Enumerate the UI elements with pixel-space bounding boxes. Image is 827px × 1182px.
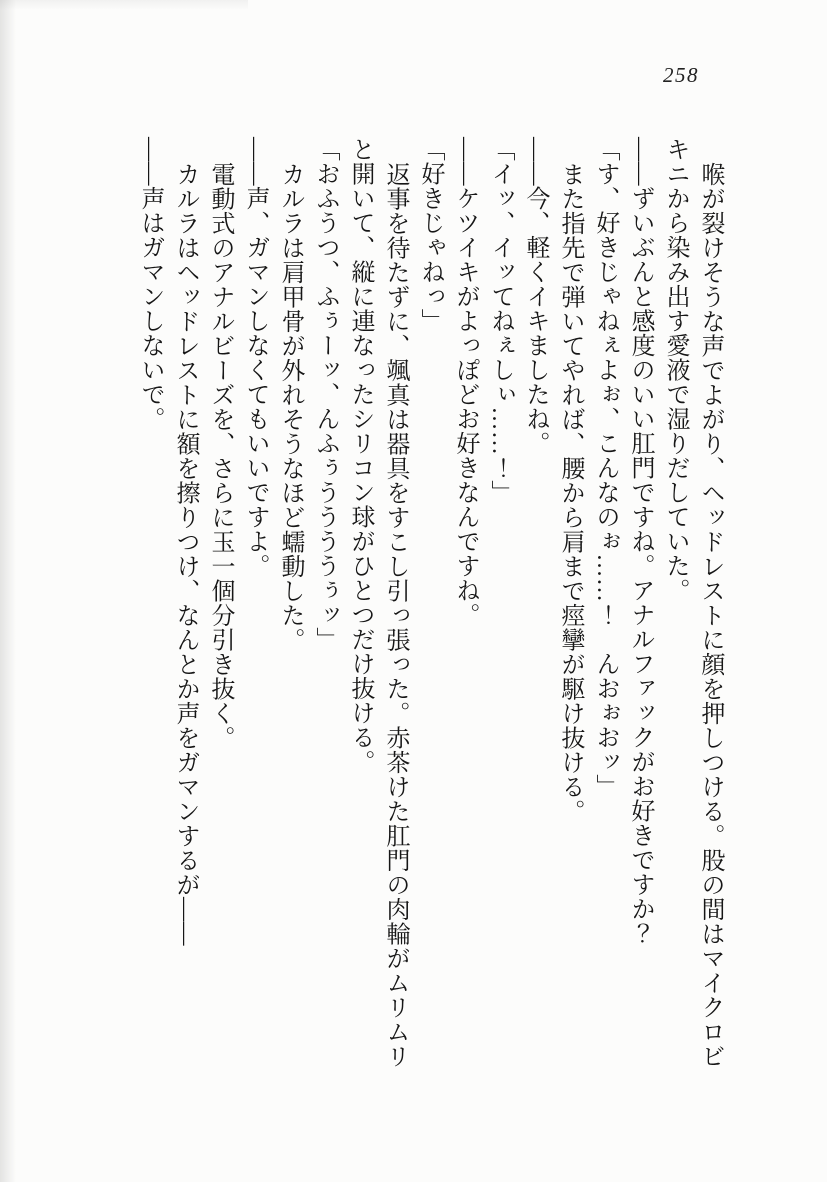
paragraph-line: 返事を待たずに、颯真は器具をすこし引っ張った。赤茶けた肛門の肉輪がムリムリと開いて、縦に連なったシリコン球がひとつだけ抜ける。 [347, 137, 408, 1068]
paragraph-line: 「おふうつ、ふぅーッ、んふぅううううぅッ」 [312, 137, 338, 652]
paragraph-line: また指先で弾いてやれば、腰から肩まで痙攣が駆け抜ける。 [557, 161, 583, 823]
vertical-text-block [130, 137, 727, 1068]
paragraph-line: ――声、ガマンしなくてもいいですよ。 [242, 137, 268, 578]
paragraph-line: ――ずいぶんと感度のいい肛門ですね。アナルファックがお好きですか？ [627, 137, 653, 946]
paragraph-line: カルラはヘッドレストに額を擦りつけ、なんとか声をガマンするが―― [172, 161, 198, 946]
paragraph-line: ――ケツイキがよっぽどお好きなんですね。 [452, 137, 478, 627]
paragraph-line: カルラは肩甲骨が外れそうなほど蠕動した。 [277, 161, 303, 652]
paragraph-line: 「イッ、イッてねぇしぃ……！」 [487, 137, 513, 505]
page-edge-shadow-top [0, 0, 248, 10]
paragraph-line: ――声はガマンしないで。 [137, 137, 163, 431]
paragraph-line: 喉が裂けそうな声でよがり、ヘッドレストに顔を押しつける。股の間はマイクロビキニから染み出す愛液で湿りだしていた。 [662, 137, 723, 1068]
paragraph-line: ――今、軽くイキましたね。 [522, 137, 548, 456]
paragraph-line: 電動式のアナルビーズを、さらに玉一個分引き抜く。 [207, 161, 233, 750]
page-number: 258 [663, 63, 699, 87]
paragraph-line: 「好きじゃねっ」 [417, 137, 443, 333]
paragraph-line: 「す、好きじゃねぇよぉ、こんなのぉ……！ んおぉおッ」 [592, 137, 618, 799]
page-edge-shadow-left [0, 0, 16, 1182]
